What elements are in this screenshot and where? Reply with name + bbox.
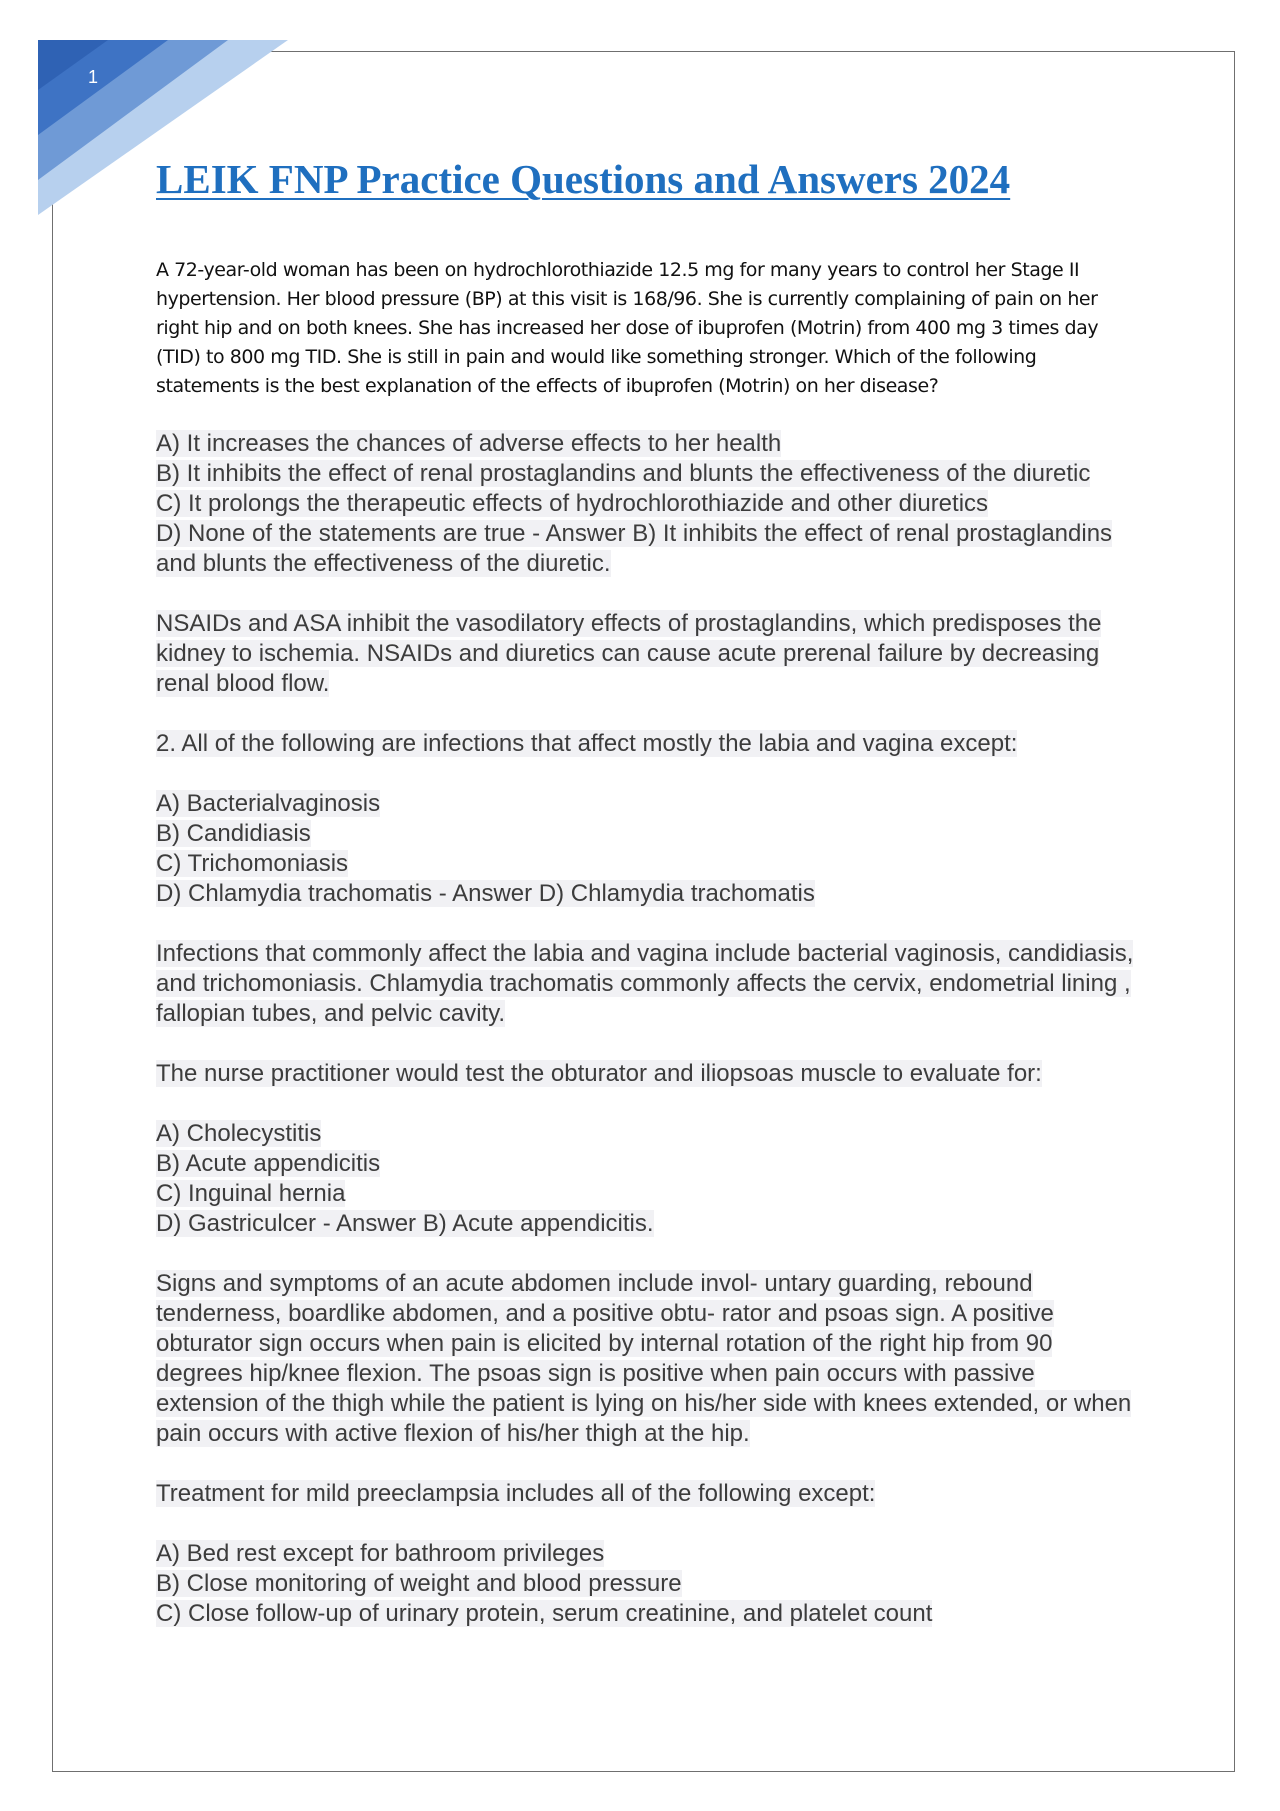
document-title: LEIK FNP Practice Questions and Answers 2024 — [156, 156, 1011, 202]
question-3-explanation: Signs and symptoms of an acute abdomen include invol- untary guarding, rebound tenderness, boardlike abdomen, and a positive obtu- rator and psoas sign. A positive obturator sign occurs when pain is elicited by internal rotation of the right hip from 90 degrees hip/knee flexion. The psoas sign is positive when pain occurs with passive extension of the thigh while the patient is lying on his/her side with knees extended, or when pain occurs with active flexion of his/her thigh at the hip. — [156, 1270, 1132, 1447]
option-line: C) Inguinal hernia — [156, 1180, 346, 1207]
question-3-options — [156, 1119, 1141, 1239]
question-2-text: 2. All of the following are infections that affect mostly the labia and vagina except: — [156, 730, 1018, 757]
option-line: A) Bed rest except for bathroom privileges — [156, 1540, 605, 1567]
question-1-text: A 72-year-old woman has been on hydrochlorothiazide 12.5 mg for many years to control her Stage II hypertension. Her blood pressure (BP) at this visit is 168/96. She is currently complaining of pain on her right hip and on both knees. She has increased her dose of ibuprofen (Motrin) from 400 mg 3 times day (TID) to 800 mg TID. She is still in pain and would like something stronger. Which of the following statements is the best explanation of the effects of ibuprofen (Motrin) on her disease? — [156, 259, 1099, 397]
option-line: A) It increases the chances of adverse effects to her health — [156, 430, 782, 457]
option-line: D) None of the statements are true - Answer B) It inhibits the effect of renal prostaglandins and blunts the effectiveness of the diuretic. — [156, 520, 1113, 577]
page-number: 1 — [88, 67, 99, 87]
option-line: C) Close follow-up of urinary protein, serum creatinine, and platelet count — [156, 1600, 933, 1627]
question-1-explanation: NSAIDs and ASA inhibit the vasodilatory effects of prostaglandins, which predisposes the kidney to ischemia. NSAIDs and diuretics can cause acute prerenal failure by decreasing renal blood flow. — [156, 610, 1102, 697]
option-line: B) Close monitoring of weight and blood pressure — [156, 1570, 682, 1597]
option-line: B) Acute appendicitis — [156, 1150, 381, 1177]
option-line: A) Bacterialvaginosis — [156, 790, 381, 817]
option-line: C) Trichomoniasis — [156, 850, 349, 877]
option-line: A) Cholecystitis — [156, 1120, 322, 1147]
question-4-options — [156, 1539, 1141, 1629]
question-2-options — [156, 789, 1141, 909]
question-4-text: Treatment for mild preeclampsia includes all of the following except: — [156, 1480, 876, 1507]
option-line: B) Candidiasis — [156, 820, 311, 847]
option-line: C) It prolongs the therapeutic effects of hydrochlorothiazide and other diuretics — [156, 490, 989, 517]
document-body — [156, 256, 1141, 1659]
option-line: B) It inhibits the effect of renal prostaglandins and blunts the effectiveness of the diuretic — [156, 460, 1091, 487]
option-line: D) Chlamydia trachomatis - Answer D) Chlamydia trachomatis — [156, 880, 815, 907]
question-3-text: The nurse practitioner would test the obturator and iliopsoas muscle to evaluate for: — [156, 1060, 1042, 1087]
option-line: D) Gastriculcer - Answer B) Acute appendicitis. — [156, 1210, 654, 1237]
question-1-options — [156, 429, 1141, 579]
question-2-explanation: Infections that commonly affect the labia and vagina include bacterial vaginosis, candidiasis, and trichomoniasis. Chlamydia trachomatis commonly affects the cervix, endometrial lining , fallopian tubes, and pelvic cavity. — [156, 940, 1134, 1027]
